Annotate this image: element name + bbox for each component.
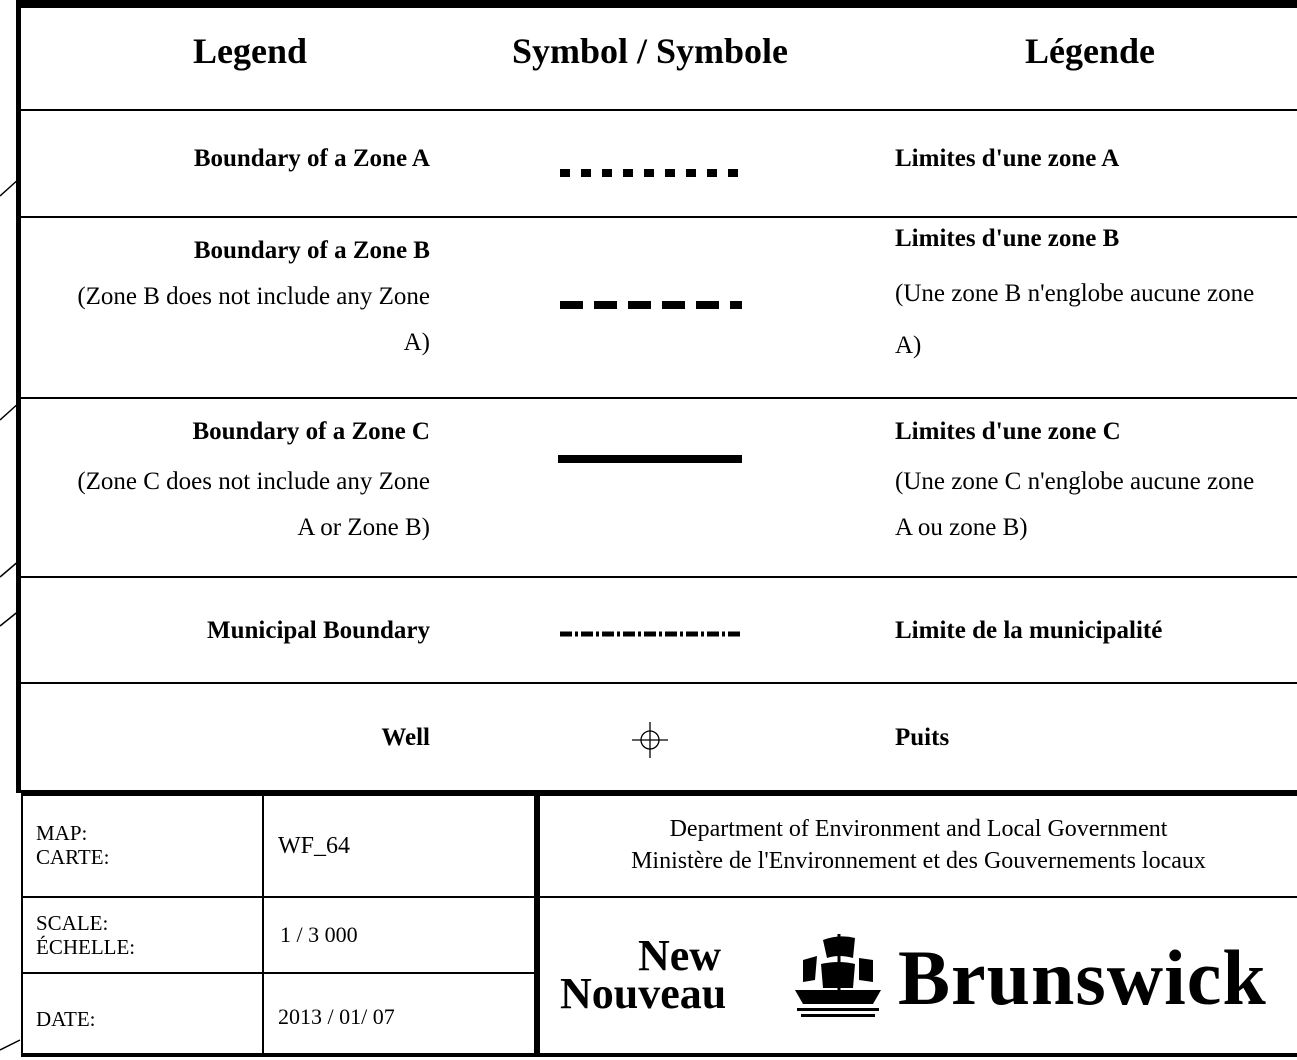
title-block-divider: [537, 896, 1297, 898]
dotted-line-symbol: [558, 166, 744, 180]
legend-header-symbol: Symbol / Symbole: [511, 31, 789, 71]
legend-row-municipal-en: Municipal Boundary: [207, 617, 430, 644]
date-value: 2013 / 01/ 07: [278, 1004, 395, 1029]
title-block-divider: [262, 793, 264, 1057]
legend-row-zone-c-fr: Limites d'une zone C: [895, 418, 1121, 445]
map-label-en: MAP:: [36, 821, 88, 845]
legend-header-fr: Légende: [1025, 31, 1155, 71]
legend-row-zone-c-en-note: (Zone C does not include any Zone A or Zone B): [77, 468, 430, 541]
map-value: WF_64: [278, 833, 350, 859]
nb-logo: [548, 920, 1293, 1040]
legend-row-zone-b-fr: Limites d'une zone B: [895, 225, 1120, 252]
scale-label-en: SCALE:: [36, 911, 109, 935]
legend-row-well-en: Well: [381, 724, 430, 751]
title-block-divider: [21, 972, 540, 974]
legend-row-zone-a-en: Boundary of a Zone A: [193, 145, 430, 172]
legend-row-zone-b-en: Boundary of a Zone B: [193, 237, 430, 264]
department-name-fr: Ministère de l'Environnement et des Gouvernements locaux: [631, 848, 1206, 874]
solid-line-symbol: [558, 452, 742, 466]
legend-row-zone-b-fr-note: (Une zone B n'englobe aucune zone A): [895, 280, 1255, 359]
row-divider: [21, 109, 1297, 111]
legend-row-zone-a-fr: Limites d'une zone A: [895, 145, 1120, 172]
dash-dot-line-symbol: [558, 628, 744, 640]
well-crosshair-icon: [630, 720, 670, 760]
legend-row-municipal-fr: Limite de la municipalité: [895, 617, 1163, 644]
row-divider: [21, 576, 1297, 578]
row-divider: [21, 397, 1297, 399]
ship-icon: [793, 930, 883, 1022]
department-name-en: Department of Environment and Local Government: [669, 816, 1168, 842]
legend-header-en: Legend: [192, 31, 307, 71]
logo-brunswick-text: Brunswick: [898, 934, 1267, 1021]
logo-nouveau-text: Nouveau: [560, 969, 727, 1018]
title-block-divider: [21, 896, 540, 898]
legend-row-zone-c-en: Boundary of a Zone C: [192, 418, 430, 445]
row-divider: [21, 682, 1297, 684]
legend-row-zone-b-en-note: (Zone B does not include any Zone A): [77, 283, 430, 356]
dashed-line-symbol: [558, 298, 744, 312]
scale-label-fr: ÉCHELLE:: [36, 935, 136, 959]
scale-value: 1 / 3 000: [280, 922, 358, 947]
legend-row-zone-c-fr-note: (Une zone C n'englobe aucune zone A ou zone B): [895, 468, 1255, 541]
legend-row-well-fr: Puits: [895, 724, 950, 751]
date-label: DATE:: [36, 1007, 96, 1031]
map-label-fr: CARTE:: [36, 845, 110, 869]
logo-new-text: New: [638, 931, 722, 980]
